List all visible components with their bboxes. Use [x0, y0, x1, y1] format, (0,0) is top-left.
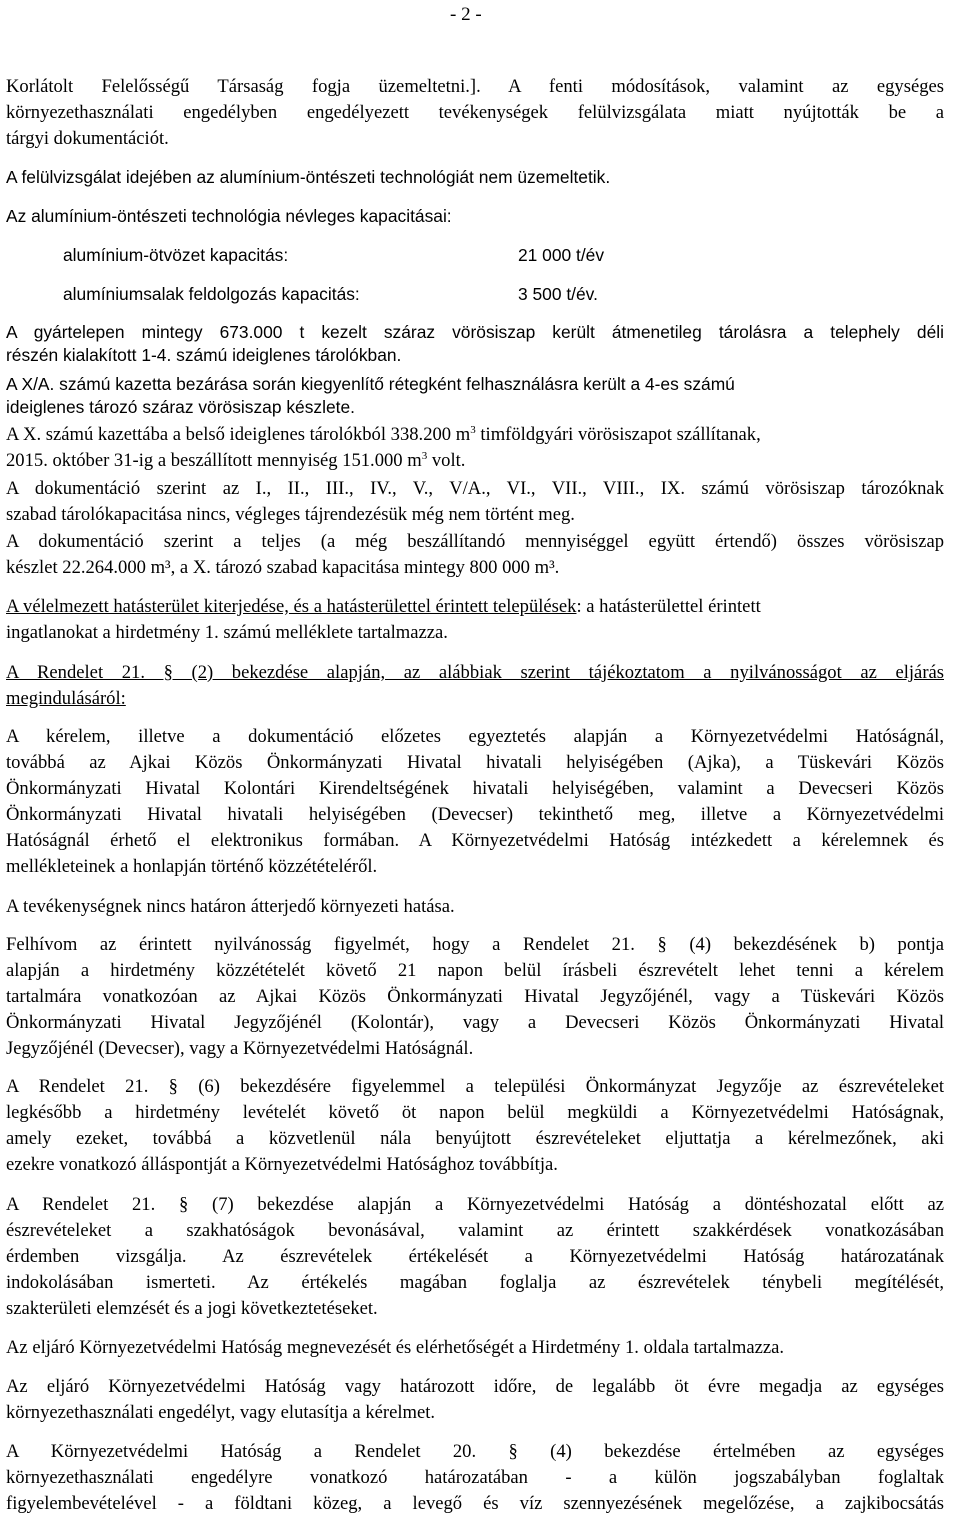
- text-line: Hatóságnál érhető el elektronikus formában. A Környezetvédelmi Hatóság intézkedett a kérelemnek és: [6, 830, 944, 851]
- text-line: alapján a hirdetmény közzétételét követő 21 napon belül írásbeli észrevételt lehet tenni a kérelem: [6, 960, 944, 981]
- text-line: Jegyzőjénél (Devecser), vagy a Környezetvédelmi Hatóságnál.: [6, 1038, 474, 1059]
- text-line: tárgyi dokumentációt.: [6, 128, 169, 149]
- text-line: A X/A. számú kazetta bezárása során kiegyenlítő rétegként felhasználásra került a 4-es számú: [6, 374, 735, 394]
- text-line: Korlátolt Felelősségű Társaság fogja üzemeltetni.]. A fenti módosítások, valamint az egységes: [6, 76, 944, 97]
- impact-area-underlined: A vélelmezett hatásterület kiterjedése, és a hatásterülettel érintett települések: [6, 596, 577, 617]
- impact-area-line: A vélelmezett hatásterület kiterjedése, és a hatásterülettel érintett települések: a hatásterülettel érintett: [6, 596, 761, 617]
- text-line: Önkormányzati Hivatal Kolontári Kirendeltségének hivatali helyiségében, valamint a Devecseri Közös: [6, 778, 944, 799]
- text-line: A dokumentáció szerint a teljes (a még beszállítandó mennyiséggel együtt értendő) összes vörösiszap: [6, 531, 944, 552]
- text-line-volume-1: A X. számú kazettába a belső ideiglenes tárolókból 338.200 $m^3$ timföldgyári vörösiszapot szállítanak,: [6, 424, 761, 445]
- text-line: Az alumínium-öntészeti technológia névleges kapacitásai:: [6, 206, 452, 226]
- text-line: mellékleteinek a honlapján történő közzétételéről.: [6, 856, 378, 877]
- text-line: érdemben vizsgálja. Az észrevételek értékelését a Környezetvédelmi Hatóság határozatának: [6, 1246, 944, 1267]
- text-line: A dokumentáció szerint az I., II., III., IV., V., V/A., VI., VII., VIII., IX. számú vörösiszap tározóknak: [6, 478, 944, 499]
- capacity-label: alumínium-ötvözet kapacitás:: [63, 245, 289, 265]
- text-line: figyelembevételével - a földtani közeg, a levegő és víz szennyezésének megelőzése, a zajkibocsátás: [6, 1493, 944, 1514]
- text-line: legkésőbb a hirdetmény levételét követő öt napon belül megküldi a Környezetvédelmi Hatóságnak,: [6, 1102, 944, 1123]
- capacity-value: 3 500 t/év.: [518, 284, 598, 304]
- text-line: környezethasználati engedélyt, vagy elutasítja a kérelmet.: [6, 1402, 436, 1423]
- page-number: - 2 -: [450, 4, 482, 25]
- text-line: indokolásában ismerteti. Az értékelés magában foglalja az észrevételek ténybeli megítélését,: [6, 1272, 944, 1293]
- text-line: ideiglenes tározó száraz vörösiszap készlete.: [6, 397, 355, 417]
- text-line: továbbá az Ajkai Közös Önkormányzati Hivatal hivatali helyiségében (Ajka), a Tüskevári Közös: [6, 752, 944, 773]
- text-line: ingatlanokat a hirdetmény 1. számú melléklete tartalmazza.: [6, 622, 448, 643]
- section-heading: megindulásáról:: [6, 688, 126, 709]
- capacity-label: alumíniumsalak feldolgozás kapacitás:: [63, 284, 360, 304]
- text-line: A Rendelet 21. § (6) bekezdésére figyelemmel a települési Önkormányzat Jegyzője az észrevételeket: [6, 1076, 944, 1097]
- text-line: Felhívom az érintett nyilvánosság figyelmét, hogy a Rendelet 21. § (4) bekezdésének b) pontja: [6, 934, 944, 955]
- text-line: A Rendelet 21. § (7) bekezdése alapján a Környezetvédelmi Hatóság a döntéshozatal előtt az: [6, 1194, 944, 1215]
- text-line: részén kialakított 1-4. számú ideiglenes tárolókban.: [6, 345, 402, 365]
- text-line: észrevételeket a szakhatóságok bevonásával, valamint az érintett szakkérdések vonatkozásában: [6, 1220, 944, 1241]
- text-line: tartalmára vonatkozóan az Ajkai Közös Önkormányzati Hivatal Jegyzőjénél, vagy a Tüskevári Közös: [6, 986, 944, 1007]
- text-line: Önkormányzati Hivatal Jegyzőjénél (Kolontár), vagy a Devecseri Közös Önkormányzati Hivatal: [6, 1012, 944, 1033]
- text-line: környezethasználati engedélyre vonatkozó határozatában - a külön jogszabályban foglaltak: [6, 1467, 944, 1488]
- text-line: Az eljáró Környezetvédelmi Hatóság megnevezését és elérhetőségét a Hirdetmény 1. oldala tartalmazza.: [6, 1337, 784, 1358]
- text-line: A tevékenységnek nincs határon átterjedő környezeti hatása.: [6, 896, 455, 917]
- text-line-volume-2: 2015. október 31-ig a beszállított mennyiség 151.000 $m^3$ volt.: [6, 450, 466, 471]
- text-line: Az eljáró Környezetvédelmi Hatóság vagy határozott időre, de legalább öt évre megadja az egységes: [6, 1376, 944, 1397]
- text-line: környezethasználati engedélyben engedélyezett tevékenységek felülvizsgálata miatt nyújtották be a: [6, 102, 944, 123]
- section-heading: A Rendelet 21. § (2) bekezdése alapján, az alábbiak szerint tájékoztatom a nyilvánosságot az eljárás: [6, 662, 944, 683]
- text-line: Önkormányzati Hivatal hivatali helyiségében (Devecser) tekinthető meg, illetve a Környezetvédelmi: [6, 804, 944, 825]
- text-line: amely ezeket, továbbá a közvetlenül nála benyújtott észrevételeket eljuttatja a kérelmezőnek, aki: [6, 1128, 944, 1149]
- text-line: készlet 22.264.000 m³, a X. tározó szabad kapacitása mintegy 800 000 m³.: [6, 557, 560, 578]
- text-line: A gyártelepen mintegy 673.000 t kezelt száraz vörösiszap került átmenetileg tárolásra a telephely déli: [6, 322, 944, 342]
- capacity-value: 21 000 t/év: [518, 245, 605, 265]
- text-line: A Környezetvédelmi Hatóság a Rendelet 20. § (4) bekezdése értelmében az egységes: [6, 1441, 944, 1462]
- text-line: szabad tárolókapacitása nincs, végleges tájrendezésük még nem történt meg.: [6, 504, 575, 525]
- text-line: szakterületi elemzését és a jogi következtetéseket.: [6, 1298, 378, 1319]
- text-line: A kérelem, illetve a dokumentáció előzetes egyeztetés alapján a Környezetvédelmi Hatóságnál,: [6, 726, 944, 747]
- text-line: A felülvizsgálat idejében az alumínium-öntészeti technológiát nem üzemeltetik.: [6, 167, 611, 187]
- text-line: ezekre vonatkozó álláspontját a Környezetvédelmi Hatósághoz továbbítja.: [6, 1154, 558, 1175]
